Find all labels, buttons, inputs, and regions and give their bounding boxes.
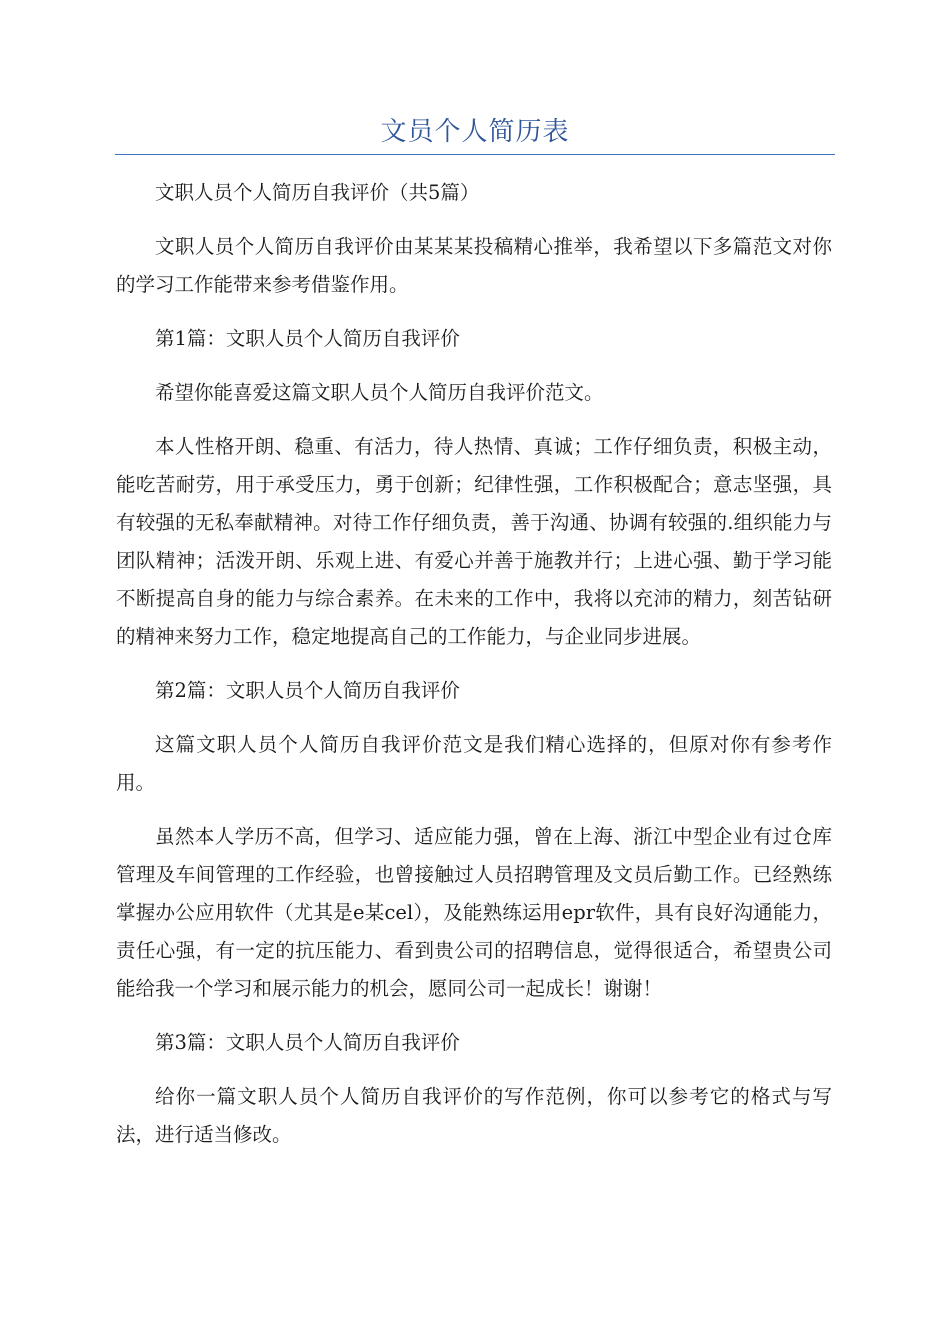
section-1-intro: 希望你能喜爱这篇文职人员个人简历自我评价范文。 (155, 381, 604, 404)
document-body (116, 174, 832, 1170)
subtitle-paragraph: 文职人员个人简历自我评价（共5篇） (155, 181, 480, 204)
section-2-intro: 这篇文职人员个人简历自我评价范文是我们精心选择的，但原对你有参考作用。 (116, 733, 832, 794)
section-heading-2: 第2篇：文职人员个人简历自我评价 (155, 679, 460, 702)
section-3-intro: 给你一篇文职人员个人简历自我评价的写作范例，你可以参考它的格式与写法，进行适当修改。 (116, 1085, 832, 1146)
section-2-body: 虽然本人学历不高，但学习、适应能力强，曾在上海、浙江中型企业有过仓库管理及车间管理的工作经验，也曾接触过人员招聘管理及文员后勤工作。已经熟练掌握办公应用软件（尤其是e某cel），及能熟练运用epr软件，具有良好沟通能力，责任心强，有一定的抗压能力、看到贵公司的招聘信息，觉得很适合，希望贵公司能给我一个学习和展示能力的机会，愿同公司一起成长！谢谢！ (116, 825, 832, 1000)
section-heading-3: 第3篇：文职人员个人简历自我评价 (155, 1031, 460, 1054)
intro-paragraph: 文职人员个人简历自我评价由某某某投稿精心推举，我希望以下多篇范文对你的学习工作能带来参考借鉴作用。 (116, 235, 832, 296)
document-title: 文员个人简历表 (380, 117, 570, 147)
section-1-body: 本人性格开朗、稳重、有活力，待人热情、真诚；工作仔细负责，积极主动，能吃苦耐劳，用于承受压力，勇于创新；纪律性强，工作积极配合；意志坚强，具有较强的无私奉献精神。对待工作仔细负责，善于沟通、协调有较强的.组织能力与团队精神；活泼开朗、乐观上进、有爱心并善于施教并行；上进心强、勤于学习能不断提高自身的能力与综合素养。在未来的工作中，我将以充沛的精力，刻苦钻研的精神来努力工作，稳定地提高自己的工作能力，与企业同步进展。 (116, 435, 832, 648)
section-heading-1: 第1篇：文职人员个人简历自我评价 (155, 327, 460, 350)
title-underline (115, 154, 835, 155)
